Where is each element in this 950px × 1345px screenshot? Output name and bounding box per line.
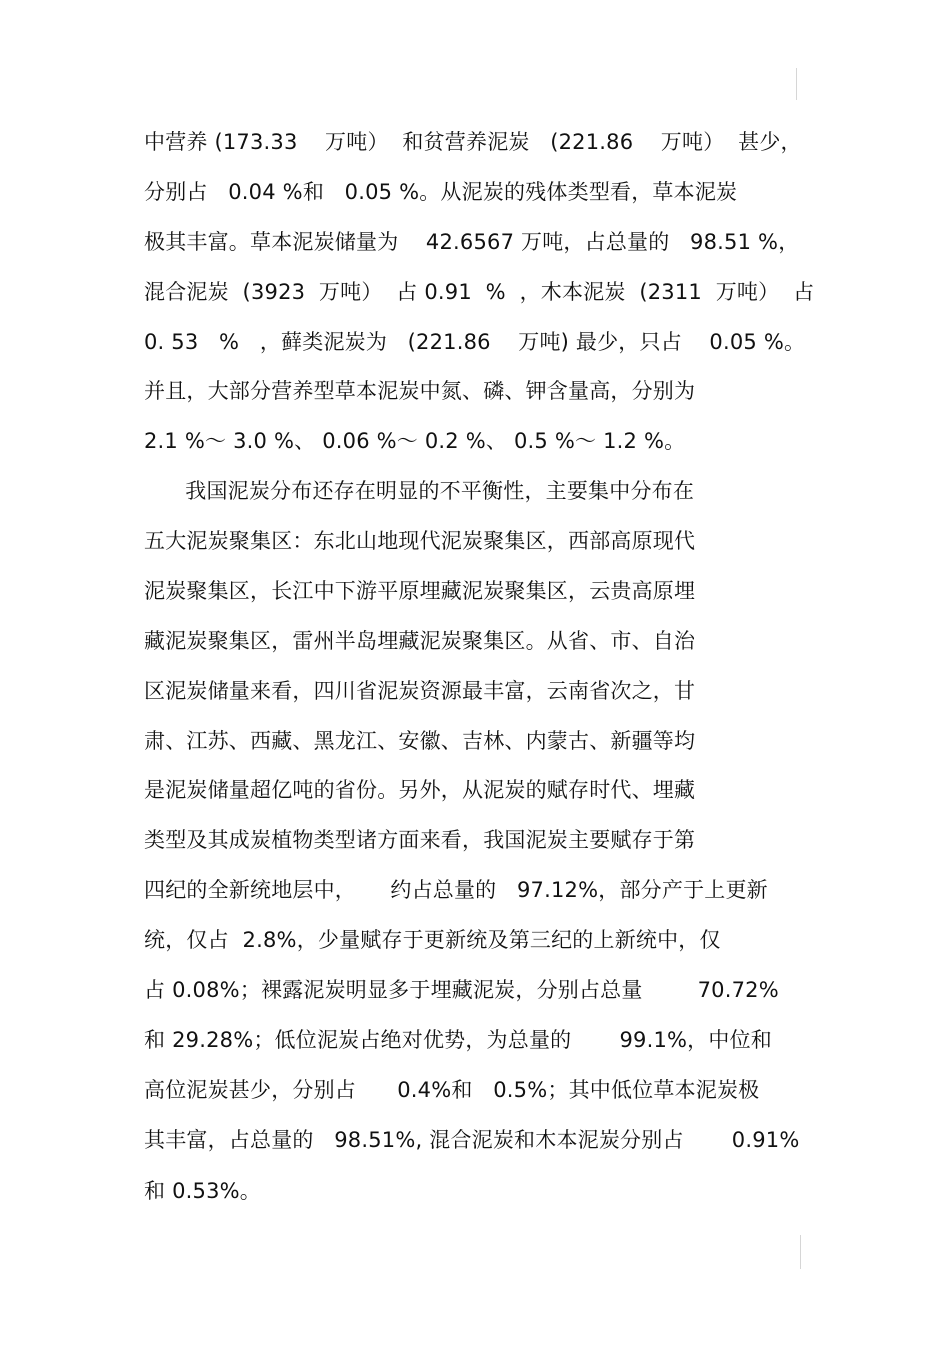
- paragraph-start-line: 我国泥炭分布还存在明显的不平衡性，主要集中分布在: [144, 479, 695, 503]
- text-line: 中营养 (173.33 万吨） 和贫营养泥炭 (221.86 万吨） 甚少，: [144, 130, 802, 154]
- text-line: 是泥炭储量超亿吨的省份。另外，从泥炭的赋存时代、埋藏: [144, 778, 696, 802]
- text-line: 肃、江苏、西藏、黑龙江、安徽、吉林、内蒙古、新疆等均: [144, 729, 696, 753]
- text-line: 类型及其成炭植物类型诸方面来看，我国泥炭主要赋存于第: [144, 828, 696, 852]
- text-line: 泥炭聚集区，长江中下游平原埋藏泥炭聚集区，云贵高原埋: [144, 579, 696, 603]
- text-line: 并且，大部分营养型草本泥炭中氮、磷、钾含量高，分别为: [144, 379, 696, 403]
- text-line: 五大泥炭聚集区：东北山地现代泥炭聚集区，西部高原现代: [144, 529, 696, 553]
- text-line: 混合泥炭 (3923 万吨） 占 0.91 % ，木本泥炭 (2311 万吨） 占: [144, 280, 815, 304]
- text-line: 四纪的全新统地层中， 约占总量的 97.12%，部分产于上更新: [144, 878, 768, 902]
- text-line: 区泥炭储量来看，四川省泥炭资源最丰富，云南省次之，甘: [144, 679, 696, 703]
- text-line: 统，仅占 2.8%，少量赋存于更新统及第三纪的上新统中，仅: [144, 928, 721, 952]
- text-line: 和 0.53%。: [144, 1179, 261, 1203]
- text-line: 藏泥炭聚集区，雷州半岛埋藏泥炭聚集区。从省、市、自治: [144, 629, 696, 653]
- text-line: 2.1 %～ 3.0 %、 0.06 %～ 0.2 %、 0.5 %～ 1.2 %。: [144, 429, 686, 453]
- text-line: 极其丰富。草本泥炭储量为 42.6567 万吨，占总量的 98.51 %，: [144, 230, 800, 254]
- text-line: 其丰富，占总量的 98.51%, 混合泥炭和木本泥炭分别占 0.91%: [144, 1128, 800, 1152]
- top-margin-mark: [796, 68, 797, 100]
- text-line: 分别占 0.04 %和 0.05 %。从泥炭的残体类型看，草本泥炭: [144, 180, 738, 204]
- text-line: 和 29.28%；低位泥炭占绝对优势，为总量的 99.1%，中位和: [144, 1028, 772, 1052]
- bottom-margin-mark: [800, 1235, 801, 1269]
- text-line: 高位泥炭甚少，分别占 0.4%和 0.5%；其中低位草本泥炭极: [144, 1078, 760, 1102]
- text-line: 0. 53 % ，藓类泥炭为 (221.86 万吨) 最少，只占 0.05 %。: [144, 330, 806, 354]
- text-line: 占 0.08%；裸露泥炭明显多于埋藏泥炭，分别占总量 70.72%: [144, 978, 779, 1002]
